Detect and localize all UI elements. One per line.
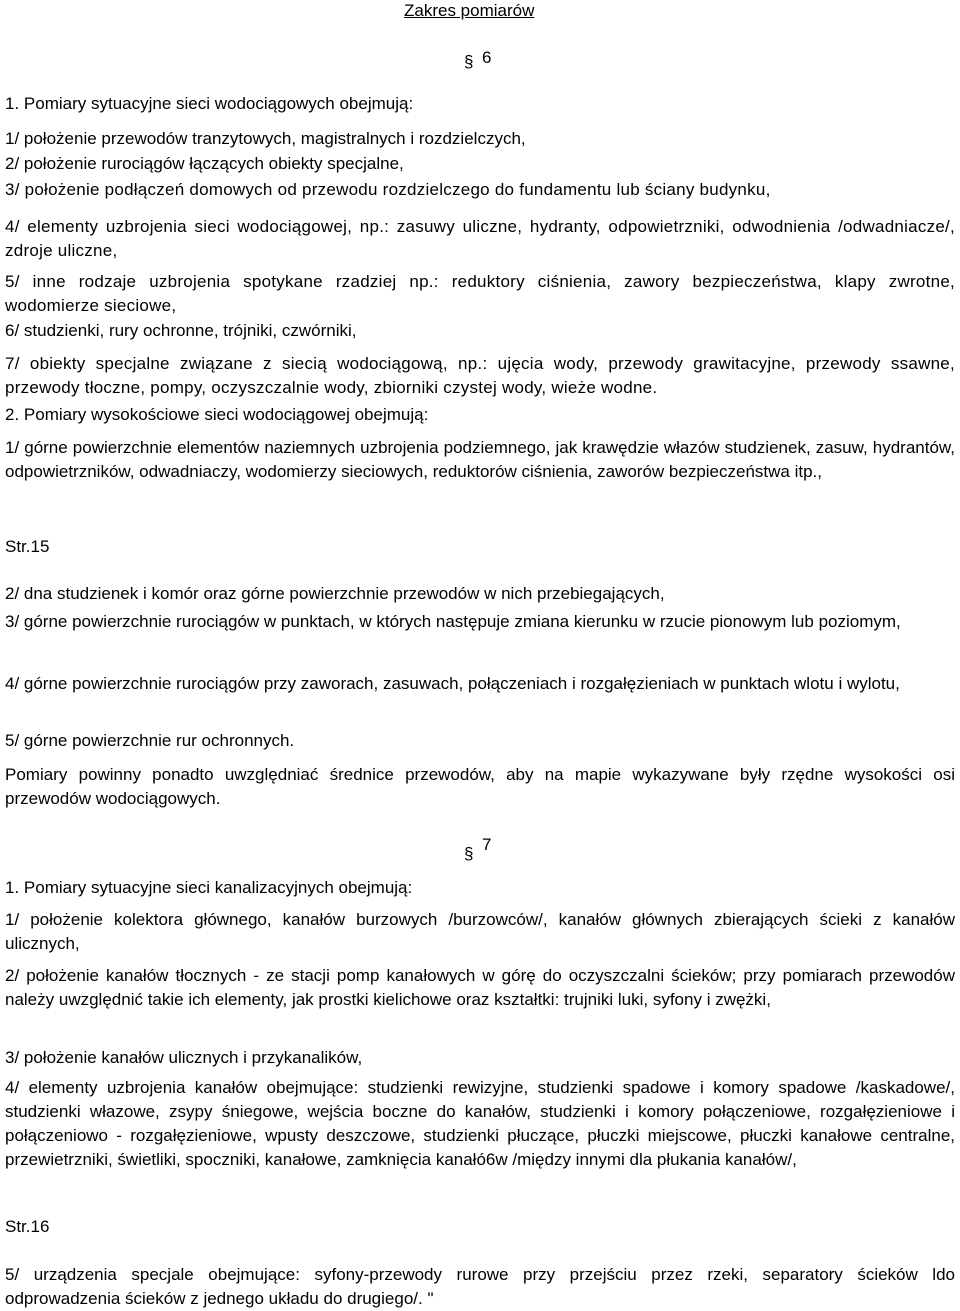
- sec7-item-4: 4/ elementy uzbrojenia kanałów obejmujące: studzienki rewizyjne, studzienki spadowe i komory spadowe /kaskadowe/, studzienki włazowe, zsypy śniegowe, wejścia boczne do kanałów, studzienki i komory połączeniowe, rozgałęzieniowe i połączeniowo - rozgałęzieniowe, wpusty deszczowe, studzienki płuczące, płuczki miejscowe, płuczki kanałowe centralne, przewietrzniki, świetliki, spoczniki, kanałowe, zamknięcia kanałó6w /między innymi dla płukania kanałów/,: [5, 1078, 955, 1169]
- section-number: 7: [482, 835, 492, 854]
- sec6-item-2: 2/ położenie rurociągów łączących obiekty specjalne,: [5, 154, 404, 173]
- section-symbol: §: [464, 844, 474, 863]
- section-number: 6: [482, 48, 492, 67]
- sec6-item-7: 7/ obiekty specjalne związane z siecią wodociągową, np.: ujęcia wody, przewody grawitacyjne, przewody ssawne, przewody tłoczne, pompy, oczyszczalnie wody, zbiorniki czystej wody, wieże wodne.: [5, 354, 955, 397]
- sec6-h-item-4: 4/ górne powierzchnie rurociągów przy zaworach, zasuwach, połączeniach i rozgałęzieniach w punktach wlotu i wylotu,: [5, 674, 900, 693]
- sec7-item-2: 2/ położenie kanałów tłocznych - ze stacji pomp kanałowych w górę do oczyszczalni ścieków; przy pomiarach przewodów należy uwzględnić takie ich elementy, jak prostki kielichowe oraz kształtki: trujniki luki, syfony i zwężki,: [5, 966, 955, 1009]
- sec6-p1-heading: 1. Pomiary sytuacyjne sieci wodociągowych obejmują:: [5, 94, 414, 113]
- section-symbol: §: [464, 52, 474, 71]
- sec6-closing: Pomiary powinny ponadto uwzględniać średnice przewodów, aby na mapie wykazywane były rzędne wysokości osi przewodów wodociągowych.: [5, 765, 955, 808]
- sec6-page-ref: Str.15: [5, 537, 50, 556]
- sec6-item-3: 3/ położenie podłączeń domowych od przewodu rozdzielczego do fundamentu lub ściany budynku,: [5, 180, 771, 199]
- sec6-p2-heading: 2. Pomiary wysokościowe sieci wodociągowej obejmują:: [5, 405, 429, 424]
- sec6-item-6: 6/ studzienki, rury ochronne, trójniki, czwórniki,: [5, 321, 357, 340]
- sec6-item-5: 5/ inne rodzaje uzbrojenia spotykane rzadziej np.: reduktory ciśnienia, zawory bezpieczeństwa, klapy zwrotne, wodomierze sieciowe,: [5, 272, 955, 315]
- sec7-p1-heading: 1. Pomiary sytuacyjne sieci kanalizacyjnych obejmują:: [5, 878, 413, 897]
- sec6-h-item-1: 1/ górne powierzchnie elementów naziemnych uzbrojenia podziemnego, jak krawędzie włazów studzienek, zasuw, hydrantów, odpowietrzników, odwadniaczy, wodomierzy sieciowych, reduktorów ciśnienia, zaworów bezpieczeństwa itp.,: [5, 438, 955, 481]
- header-link-zakres-pomiarow[interactable]: Zakres pomiarów: [404, 1, 535, 20]
- sec7-item-1: 1/ położenie kolektora głównego, kanałów burzowych /burzowców/, kanałów głównych zbierających ścieki z kanałów ulicznych,: [5, 910, 955, 953]
- sec6-h-item-5: 5/ górne powierzchnie rur ochronnych.: [5, 731, 295, 750]
- sec7-page-ref: Str.16: [5, 1217, 50, 1236]
- sec7-item-5: 5/ urządzenia specjale obejmujące: syfony-przewody rurowe przy przejściu przez rzeki, separatory ścieków ldo odprowadzenia ścieków z jednego układu do drugiego/. ": [5, 1265, 955, 1308]
- sec6-h-item-3: 3/ górne powierzchnie rurociągów w punktach, w których następuje zmiana kierunku w rzucie pionowym lub poziomym,: [5, 612, 901, 631]
- sec6-item-4: 4/ elementy uzbrojenia sieci wodociągowej, np.: zasuwy uliczne, hydranty, odpowietrzniki, odwodnienia /odwadniacze/, zdroje uliczne,: [5, 217, 955, 260]
- sec6-h-item-2: 2/ dna studzienek i komór oraz górne powierzchnie przewodów w nich przebiegających,: [5, 584, 665, 603]
- sec6-item-1: 1/ położenie przewodów tranzytowych, magistralnych i rozdzielczych,: [5, 129, 526, 148]
- sec7-item-3: 3/ położenie kanałów ulicznych i przykanalików,: [5, 1048, 363, 1067]
